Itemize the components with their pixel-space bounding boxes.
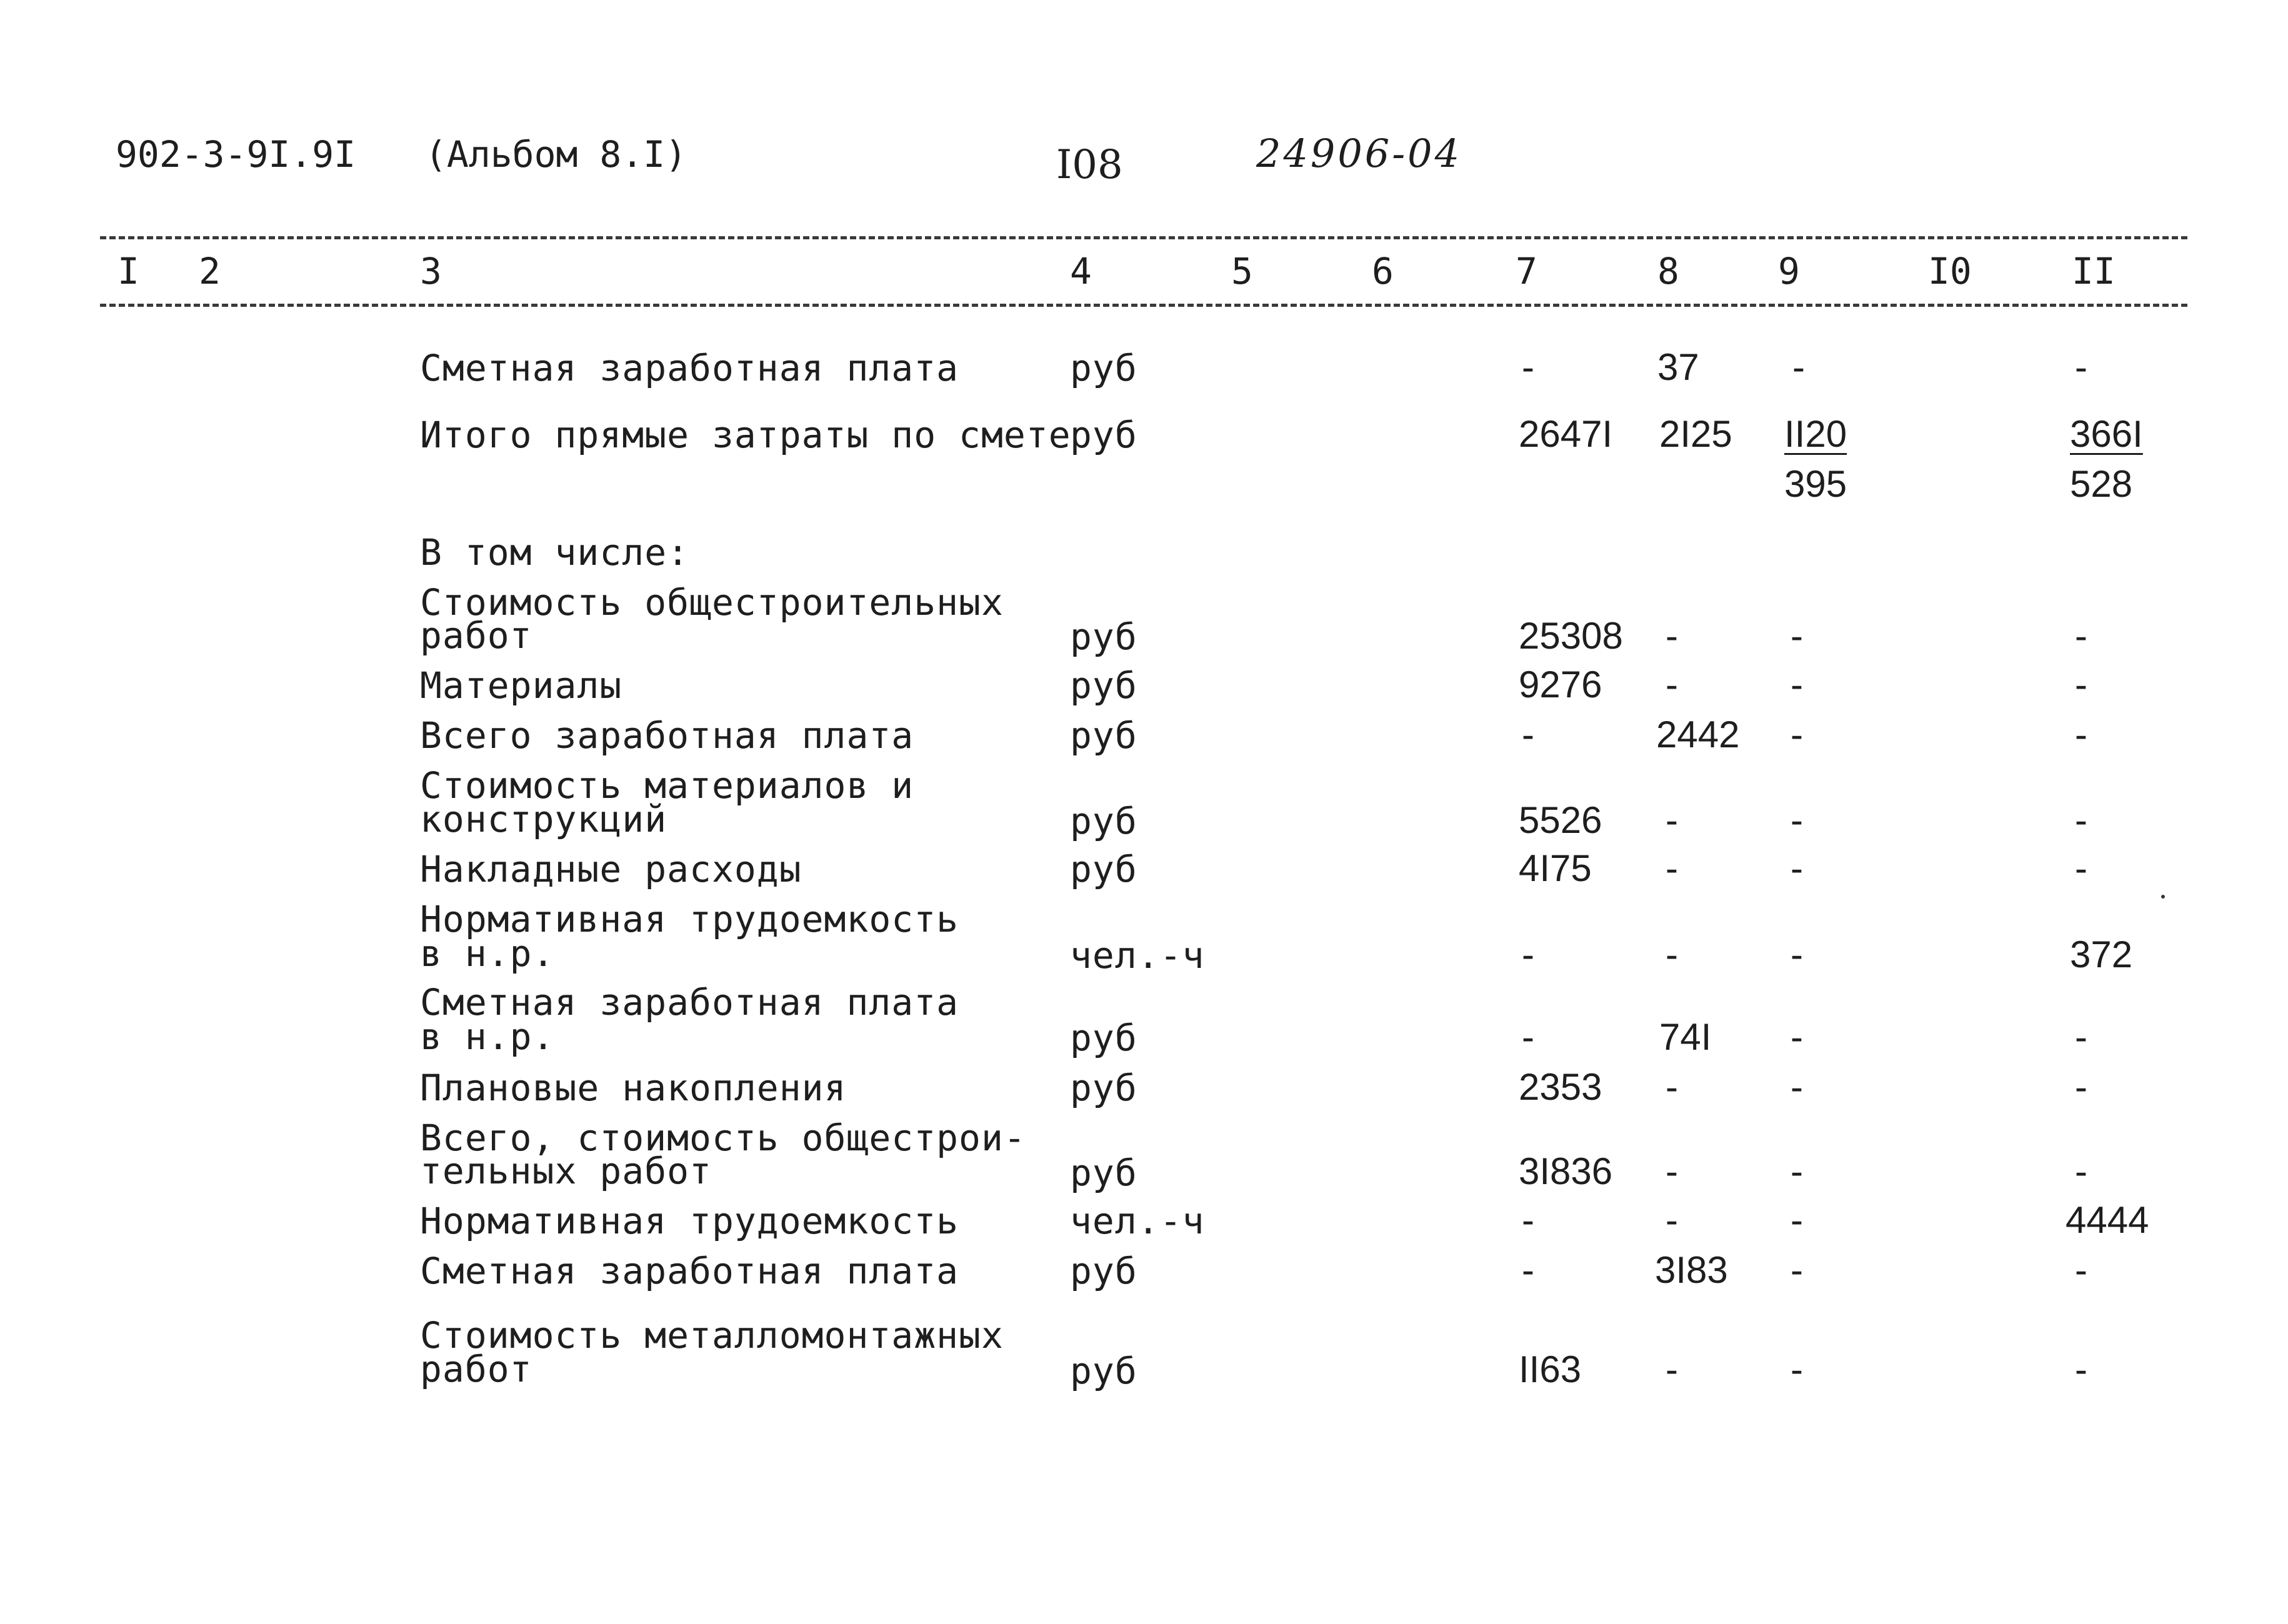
row-label-cont: конструкций <box>420 798 667 840</box>
row-label: Материалы <box>420 664 622 707</box>
row-label: Всего заработная плата <box>420 714 914 757</box>
column-number: 4 <box>1070 250 1092 292</box>
cell-col11: - <box>2075 1066 2087 1108</box>
row-label: Нормативная трудоемкость <box>420 898 959 940</box>
cell-col9: - <box>1791 714 1803 755</box>
cell-col7: - <box>1522 1199 1534 1241</box>
cell-col9: - <box>1792 346 1805 388</box>
header-top-rule <box>100 236 2187 239</box>
row-label-cont: в н.р. <box>420 932 555 975</box>
cell-col11: 366I <box>2070 413 2143 455</box>
cell-col11: - <box>2075 346 2087 388</box>
cell-col11-sub: 528 <box>2070 463 2133 505</box>
cell-col7: - <box>1522 1249 1534 1291</box>
cell-col7: 4I75 <box>1519 847 1592 889</box>
row-unit: руб <box>1070 347 1137 389</box>
cell-col8: - <box>1666 664 1678 705</box>
column-number: 3 <box>420 250 442 292</box>
cell-col9-sub: 395 <box>1784 463 1847 505</box>
doc-code: 902-3-9I.9I <box>116 133 356 176</box>
cell-col11: - <box>2075 1249 2087 1291</box>
cell-col7: - <box>1522 714 1534 755</box>
cell-col8: - <box>1666 934 1678 975</box>
cell-col11: 4444 <box>2066 1199 2149 1241</box>
column-number: 8 <box>1657 250 1679 292</box>
row-unit: руб <box>1070 1067 1137 1109</box>
cell-col9: II20 <box>1784 413 1847 455</box>
cell-col9: - <box>1791 1066 1803 1108</box>
cell-col8: 2442 <box>1656 714 1740 755</box>
row-unit: руб <box>1070 615 1137 658</box>
row-unit: руб <box>1070 848 1137 890</box>
row-label: Сметная заработная плата <box>420 347 959 389</box>
cell-col9: - <box>1791 1150 1803 1192</box>
row-unit: руб <box>1070 414 1137 456</box>
row-unit: руб <box>1070 714 1137 757</box>
row-label: Плановые накопления <box>420 1067 847 1109</box>
cell-col11: - <box>2075 664 2087 705</box>
scan-speck <box>2161 895 2165 899</box>
cell-col11: - <box>2075 1348 2087 1390</box>
row-unit: руб <box>1070 1152 1137 1194</box>
cell-col9: - <box>1791 799 1803 841</box>
cell-col9: - <box>1791 1348 1803 1390</box>
cell-col9: - <box>1791 615 1803 657</box>
row-unit: чел.-ч <box>1070 1200 1205 1242</box>
row-unit: чел.-ч <box>1070 934 1205 977</box>
page-number: I08 <box>1056 142 1123 188</box>
row-unit: руб <box>1070 800 1137 842</box>
cell-col7: II63 <box>1519 1348 1582 1390</box>
row-label-cont: тельных работ <box>420 1150 712 1192</box>
cell-col7: - <box>1522 346 1534 388</box>
row-label-cont: в н.р. <box>420 1015 555 1058</box>
column-number: 2 <box>199 250 221 292</box>
cell-col7: 25308 <box>1519 615 1623 657</box>
album-label: (Альбом 8.I) <box>425 133 687 176</box>
cell-col11: - <box>2075 799 2087 841</box>
cell-col11: - <box>2075 847 2087 889</box>
column-number: I0 <box>1928 250 1972 292</box>
cell-col8: - <box>1666 615 1678 657</box>
row-label: Стоимость материалов и <box>420 764 914 807</box>
handwritten-number: 24906-04 <box>1256 131 1462 176</box>
row-label: Всего, стоимость общестрои- <box>420 1117 1026 1159</box>
cell-col8: 2I25 <box>1659 413 1732 455</box>
row-unit: руб <box>1070 1250 1137 1292</box>
cell-col7: 2353 <box>1519 1066 1602 1108</box>
section-label: В том числе: <box>420 531 690 574</box>
row-label-cont: работ <box>420 614 532 657</box>
cell-col9: - <box>1791 934 1803 975</box>
cell-col8: 3I83 <box>1655 1249 1728 1291</box>
row-label: Стоимость общестроительных <box>420 581 1004 624</box>
cell-col8: - <box>1666 847 1678 889</box>
cell-col7: 2647I <box>1519 413 1613 455</box>
cell-col11: 372 <box>2070 934 2133 975</box>
cell-col8: 37 <box>1657 346 1699 388</box>
row-unit: руб <box>1070 664 1137 707</box>
cell-col8: 74I <box>1659 1016 1712 1058</box>
cell-col8: - <box>1666 1199 1678 1241</box>
cell-col9: - <box>1791 1199 1803 1241</box>
column-number: 5 <box>1231 250 1253 292</box>
cell-col9: - <box>1791 664 1803 705</box>
cell-col11: - <box>2075 1016 2087 1058</box>
cell-col8: - <box>1666 799 1678 841</box>
cell-col11: - <box>2075 615 2087 657</box>
cell-col7: 5526 <box>1519 799 1602 841</box>
column-number: 9 <box>1778 250 1800 292</box>
column-number: II <box>2072 250 2116 292</box>
cell-col11: - <box>2075 714 2087 755</box>
cell-col8: - <box>1666 1066 1678 1108</box>
row-label: Сметная заработная плата <box>420 1250 959 1292</box>
row-unit: руб <box>1070 1350 1137 1392</box>
cell-col7: 9276 <box>1519 664 1602 705</box>
cell-col9: - <box>1791 1249 1803 1291</box>
cell-col7: - <box>1522 1016 1534 1058</box>
column-number: I <box>117 250 139 292</box>
row-label: Сметная заработная плата <box>420 981 959 1024</box>
row-unit: руб <box>1070 1017 1137 1059</box>
header-bottom-rule <box>100 304 2187 307</box>
cell-col9: - <box>1791 847 1803 889</box>
column-number: 7 <box>1516 250 1537 292</box>
row-label: Накладные расходы <box>420 848 802 890</box>
row-label-cont: работ <box>420 1348 532 1390</box>
cell-col7: 3I836 <box>1519 1150 1613 1192</box>
row-label: Нормативная трудоемкость <box>420 1200 959 1242</box>
cell-col8: - <box>1666 1150 1678 1192</box>
row-label: Итого прямые затраты по смете <box>420 414 1071 456</box>
column-number: 6 <box>1372 250 1394 292</box>
cell-col9: - <box>1791 1016 1803 1058</box>
row-label: Стоимость металломонтажных <box>420 1314 1004 1357</box>
cell-col7: - <box>1522 934 1534 975</box>
cell-col11: - <box>2075 1150 2087 1192</box>
cell-col8: - <box>1666 1348 1678 1390</box>
